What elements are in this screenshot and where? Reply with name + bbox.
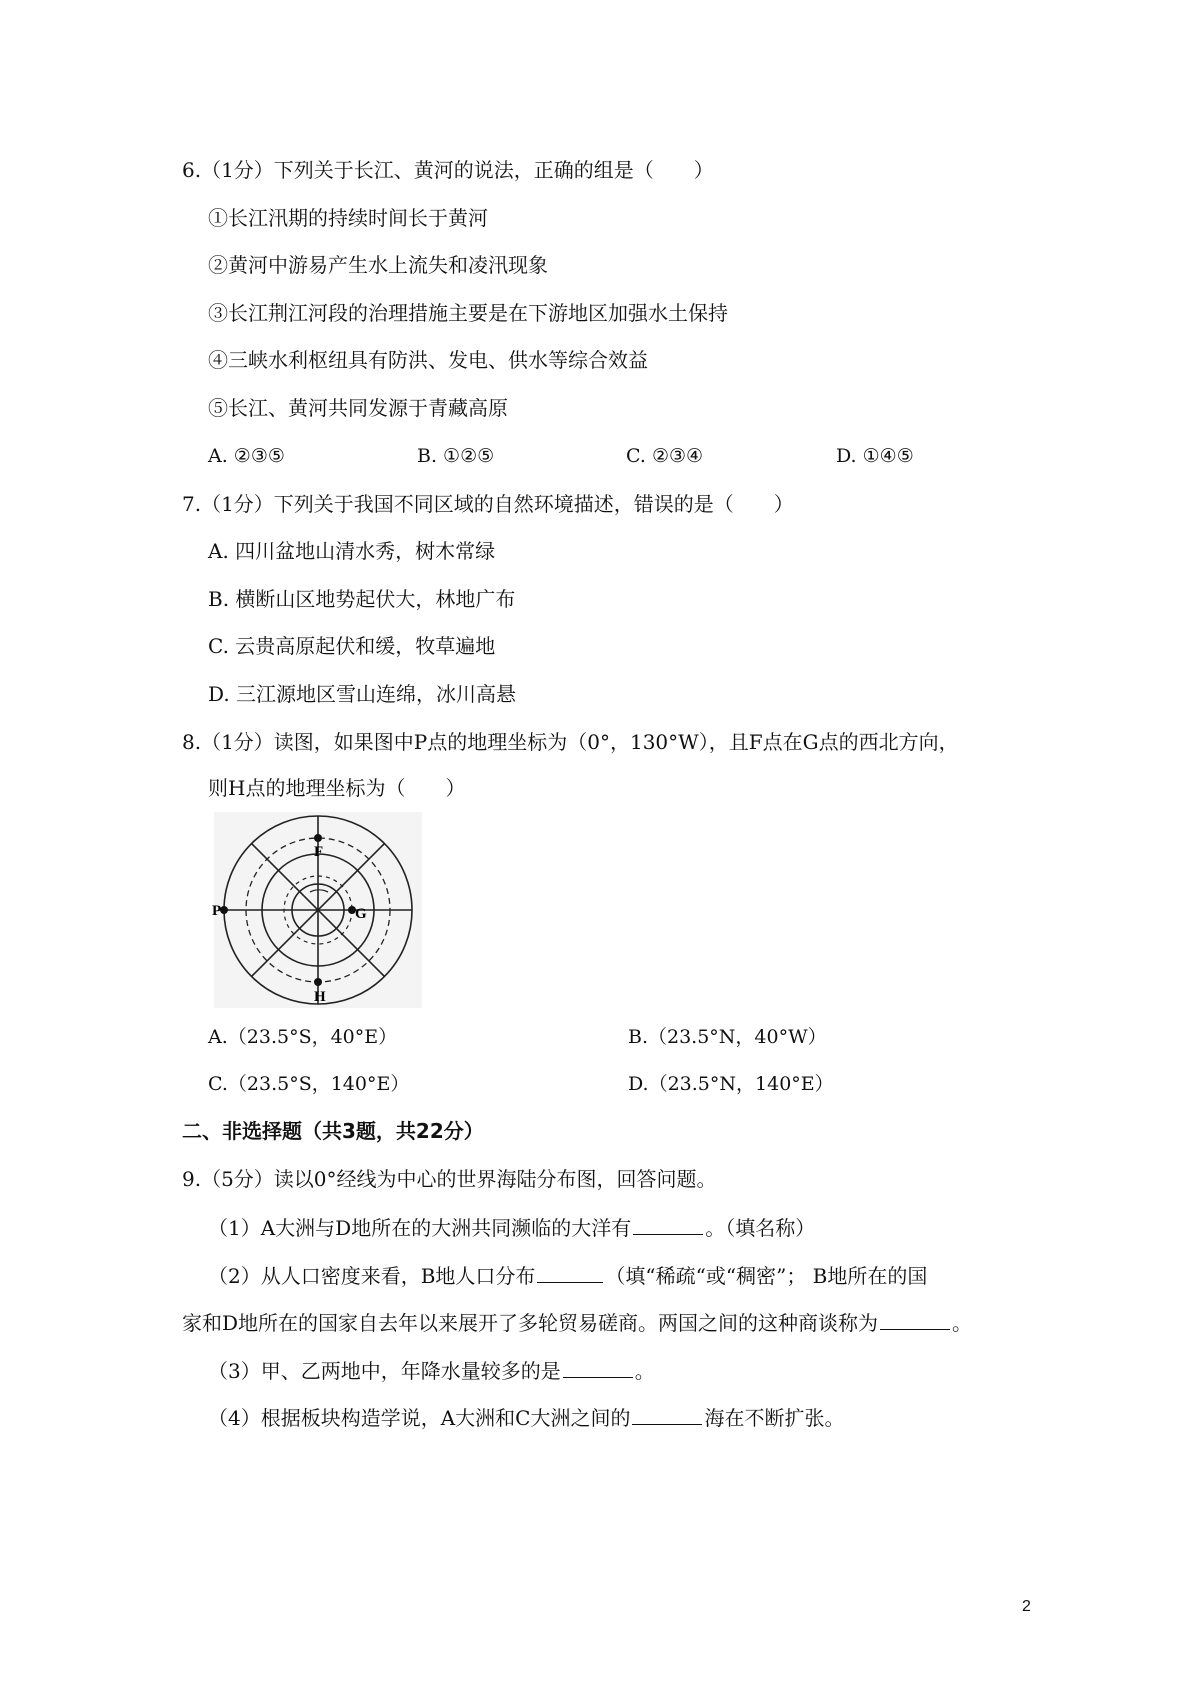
q7-option-d[interactable]: D. 三江源地区雪山连绵，冰川高悬 [208,682,517,706]
q9-blank-2[interactable] [537,1260,603,1283]
q8-choice-b[interactable]: B.（23.5°N，40°W） [628,1026,827,1048]
q9-blank-3[interactable] [880,1307,950,1330]
q8-stem-line1: 8.（1分）读图，如果图中P点的地理坐标为（0°，130°W），且F点在G点的西北方向， [182,730,959,754]
q9-part1-before: （1）A大洲与D地所在的大洲共同濒临的大洋有 [208,1216,632,1240]
q6-item-5: ⑤长江、黄河共同发源于青藏高原 [208,396,508,420]
q9-part4-before: （4）根据板块构造学说，A大洲和C大洲之间的 [208,1406,631,1430]
q6-choice-d[interactable]: D. ①④⑤ [836,445,914,467]
q9-blank-1[interactable] [633,1212,703,1235]
point-f-marker [314,834,322,842]
q7-option-c[interactable]: C. 云贵高原起伏和缓，牧草遍地 [208,634,496,658]
label-f: F [314,844,324,860]
q6-choice-a[interactable]: A. ②③⑤ [208,445,285,467]
q6-item-1: ①长江汛期的持续时间长于黄河 [208,206,488,230]
point-h-marker [314,978,322,986]
q7-option-a[interactable]: A. 四川盆地山清水秀，树木常绿 [208,539,496,563]
q6-item-4: ④三峡水利枢纽具有防洪、发电、供水等综合效益 [208,348,648,372]
q8-stem-line2: 则H点的地理坐标为（ ） [208,776,466,800]
q7-stem: 7.（1分）下列关于我国不同区域的自然环境描述，错误的是（ ） [182,492,794,516]
q9-part1-after: 。（填名称） [705,1216,816,1240]
q6-item-3: ③长江荆江河段的治理措施主要是在下游地区加强水土保持 [208,301,728,325]
q8-choice-a[interactable]: A.（23.5°S，40°E） [208,1026,398,1048]
q8-choice-c[interactable]: C.（23.5°S，140°E） [208,1073,410,1095]
q9-part2-after: （填“稀疏“或“稠密”； B地所在的国 [605,1264,928,1288]
polar-map-svg [214,812,422,1008]
q6-stem: 6.（1分）下列关于长江、黄河的说法，正确的组是（ ） [182,158,714,182]
q9-part2-line2 [182,1307,972,1337]
q9-blank-4[interactable] [563,1355,633,1378]
q9-part2-line1 [208,1260,927,1290]
q6-choice-c[interactable]: C. ②③④ [626,445,704,467]
q9-part2-line2-before: 家和D地所在的国家自去年以来展开了多轮贸易磋商。两国之间的这种商谈称为 [182,1311,879,1335]
point-p-marker [220,906,228,914]
q8-choice-d[interactable]: D.（23.5°N，140°E） [628,1073,834,1095]
q9-part2-before: （2）从人口密度来看，B地人口分布 [208,1264,536,1288]
polar-projection-figure [214,812,422,1008]
q9-blank-5[interactable] [632,1402,702,1425]
q9-part4-after: 海在不断扩张。 [704,1406,845,1430]
label-p: P [212,903,222,919]
q9-part1 [208,1212,815,1242]
q9-part3 [208,1355,655,1385]
q9-part4 [208,1402,844,1432]
q9-part2-line2-after: 。 [952,1311,973,1335]
q9-part3-after: 。 [634,1359,655,1383]
q9-stem: 9.（5分）读以0°经线为中心的世界海陆分布图，回答问题。 [182,1167,717,1191]
label-g: G [355,906,367,922]
q6-item-2: ②黄河中游易产生水上流失和凌汛现象 [208,253,548,277]
q6-choice-b[interactable]: B. ①②⑤ [417,445,495,467]
q9-part3-before: （3）甲、乙两地中，年降水量较多的是 [208,1359,561,1383]
q7-option-b[interactable]: B. 横断山区地势起伏大，林地广布 [208,587,516,611]
label-h: H [314,989,326,1005]
page-number: 2 [1022,1598,1031,1615]
section2-title: 二、非选择题（共3题，共22分） [182,1119,484,1143]
